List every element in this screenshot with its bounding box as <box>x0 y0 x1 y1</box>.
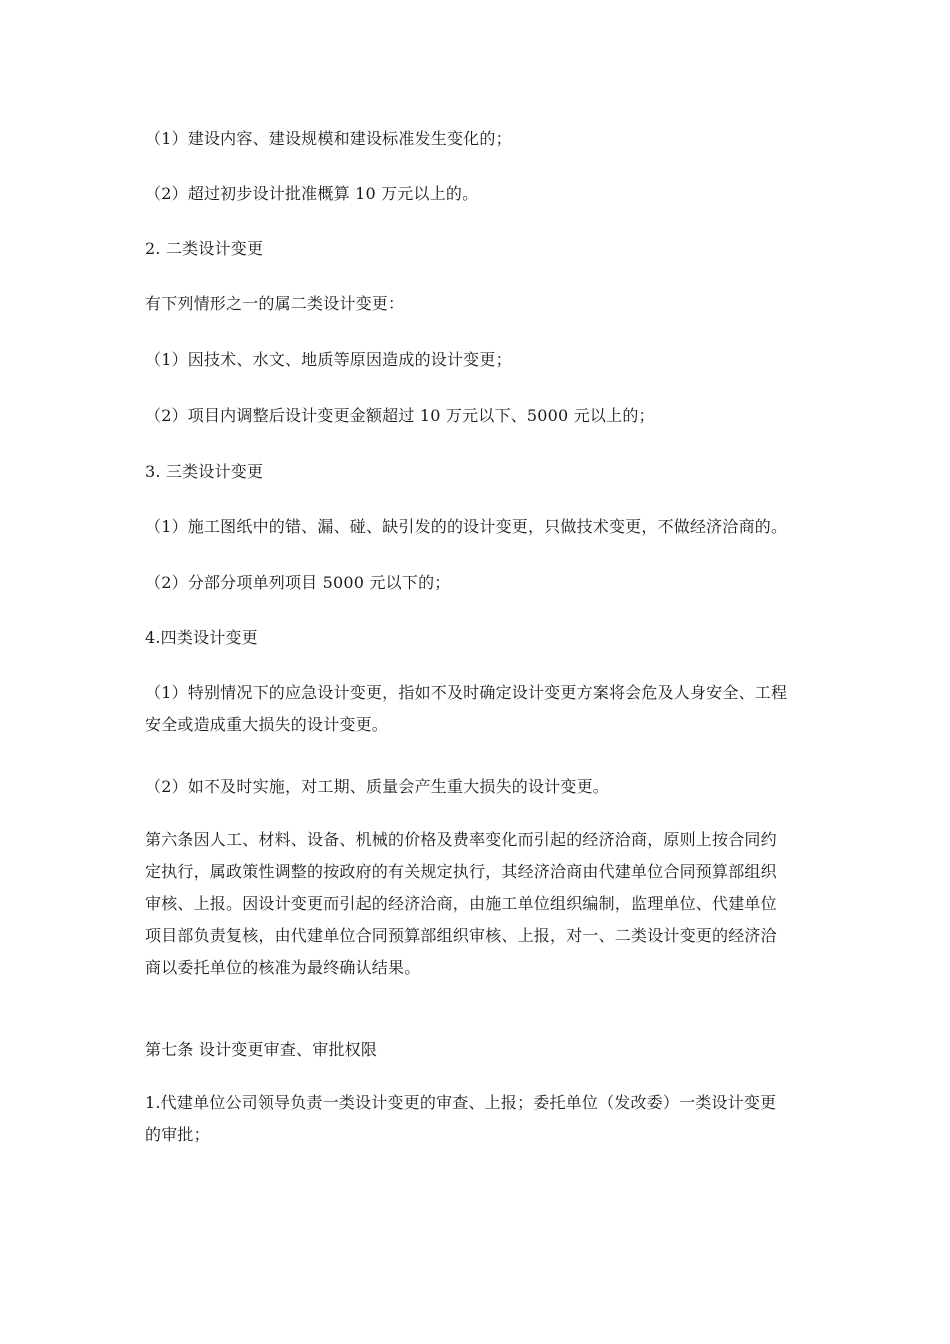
list-item: （2）分部分项单列项目 5000 元以下的； <box>145 573 451 592</box>
paragraph-line: （1）特别情况下的应急设计变更，指如不及时确定设计变更方案将会危及人身安全、工程 <box>145 683 788 702</box>
article-6-paragraph <box>145 824 810 984</box>
list-item: （1）因技术、水文、地质等原因造成的设计变更； <box>145 350 512 369</box>
section-heading: 3. 三类设计变更 <box>145 462 264 481</box>
paragraph-line: 第六条因人工、材料、设备、机械的价格及费率变化而引起的经济洽商，原则上按合同约 <box>145 830 777 849</box>
paragraph-line: 安全或造成重大损失的设计变更。 <box>145 715 389 734</box>
list-item: （2）超过初步设计批准概算 10 万元以上的。 <box>145 184 479 203</box>
article-7-title: 第七条 设计变更审查、审批权限 <box>145 1040 378 1059</box>
paragraph-line: 的审批； <box>145 1125 210 1144</box>
section-heading: 4.四类设计变更 <box>145 628 258 647</box>
paragraph-line: 审核、上报。因设计变更而引起的经济洽商，由施工单位组织编制，监理单位、代建单位 <box>145 894 777 913</box>
emergency-change-paragraph <box>145 677 810 741</box>
list-item: （2）项目内调整后设计变更金额超过 10 万元以下、5000 元以上的； <box>145 406 655 425</box>
paragraph-line: 项目部负责复核，由代建单位合同预算部组织审核、上报，对一、二类设计变更的经济洽 <box>145 926 777 945</box>
paragraph-line: 1.代建单位公司领导负责一类设计变更的审查、上报；委托单位（发改委）一类设计变更 <box>145 1093 777 1112</box>
paragraph-line: 定执行，属政策性调整的按政府的有关规定执行，其经济洽商由代建单位合同预算部组织 <box>145 862 777 881</box>
list-item: （1）施工图纸中的错、漏、碰、缺引发的的设计变更，只做技术变更，不做经济洽商的。 <box>145 517 788 536</box>
list-item: （2）如不及时实施，对工期、质量会产生重大损失的设计变更。 <box>145 777 609 796</box>
article-7-item-1 <box>145 1087 810 1151</box>
list-item: （1）建设内容、建设规模和建设标准发生变化的； <box>145 129 512 148</box>
section-heading: 2. 二类设计变更 <box>145 239 264 258</box>
paragraph-line: 商以委托单位的核准为最终确认结果。 <box>145 958 421 977</box>
paragraph: 有下列情形之一的属二类设计变更： <box>145 294 405 313</box>
